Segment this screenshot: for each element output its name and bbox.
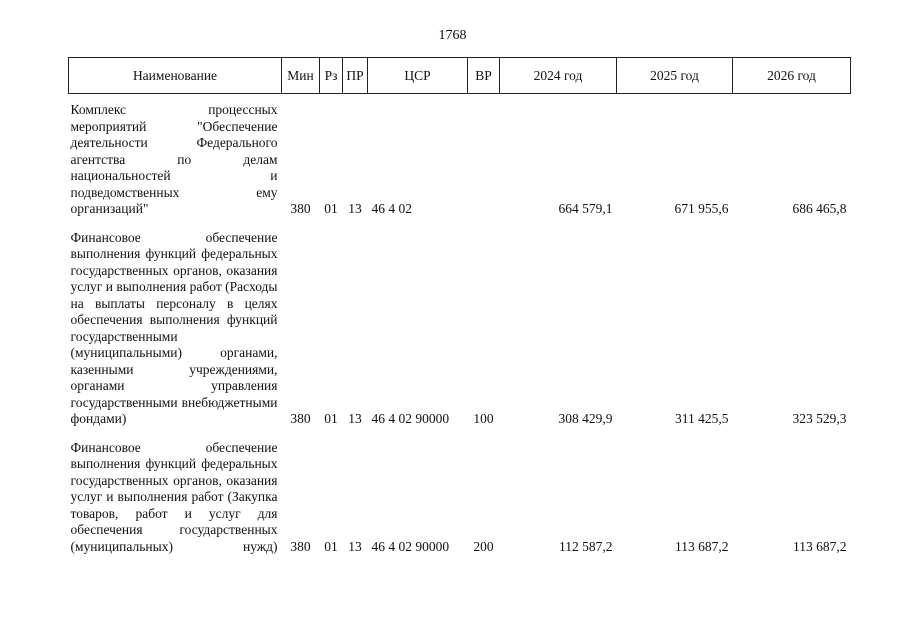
row-min: 380 bbox=[290, 538, 311, 554]
row-rz: 01 bbox=[324, 201, 338, 216]
header-2025: 2025 год bbox=[617, 58, 733, 94]
row-2026: 323 529,3 bbox=[792, 411, 847, 426]
header-csr: ЦСР bbox=[368, 58, 468, 94]
row-2025: 671 955,6 bbox=[674, 201, 729, 216]
header-min: Мин bbox=[282, 58, 320, 94]
row-pr: 13 bbox=[348, 538, 362, 554]
row-rz: 01 bbox=[324, 411, 338, 426]
row-min: 380 bbox=[290, 201, 311, 216]
table-row bbox=[69, 432, 851, 560]
header-2024: 2024 год bbox=[500, 58, 617, 94]
row-vr: 100 bbox=[473, 411, 494, 426]
row-2025: 311 425,5 bbox=[675, 411, 729, 426]
table-row bbox=[69, 94, 851, 222]
page-number: 1768 bbox=[438, 28, 467, 43]
header-2026: 2026 год bbox=[733, 58, 851, 94]
row-pr: 13 bbox=[348, 411, 362, 426]
row-csr: 46 4 02 90000 bbox=[371, 411, 450, 426]
row-2026: 113 687,2 bbox=[793, 538, 847, 554]
table-row bbox=[69, 222, 851, 432]
row-2024: 664 579,1 bbox=[558, 201, 613, 216]
row-name: Финансовое обеспечение выполнения функций федеральных государственных органов, оказания услуг и выполнения работ (Расходы на выплаты персоналу в целях обеспечения выполнения функций государственными (муниципальными) органами, казенными учреждениями, органами управления государственными внебюджетными фондами) bbox=[70, 229, 278, 426]
row-2024: 112 587,2 bbox=[559, 538, 613, 554]
header-pr: ПР bbox=[343, 58, 368, 94]
row-2026: 686 465,8 bbox=[792, 201, 847, 216]
row-pr: 13 bbox=[348, 201, 362, 216]
row-rz: 01 bbox=[324, 538, 338, 554]
header-vr: ВР bbox=[468, 58, 500, 94]
row-csr: 46 4 02 90000 bbox=[371, 538, 450, 554]
row-2025: 113 687,2 bbox=[675, 538, 729, 554]
row-vr: 200 bbox=[473, 538, 494, 554]
header-name: Наименование bbox=[69, 58, 282, 94]
budget-table bbox=[68, 57, 851, 559]
row-name: Комплекс процессных мероприятий "Обеспечение деятельности Федерального агентства по делам национальностей и подведомственных ему организаций" bbox=[70, 102, 278, 216]
row-vr bbox=[468, 94, 500, 222]
table-header-row bbox=[69, 58, 851, 94]
row-csr: 46 4 02 bbox=[371, 201, 412, 216]
row-min: 380 bbox=[290, 411, 311, 426]
row-name: Финансовое обеспечение выполнения функций федеральных государственных органов, оказания услуг и выполнения работ (Закупка товаров, работ и услуг для обеспечения государственных (муниципальных) нужд) bbox=[70, 439, 278, 554]
header-rz: Рз bbox=[320, 58, 343, 94]
row-2024: 308 429,9 bbox=[558, 411, 613, 426]
